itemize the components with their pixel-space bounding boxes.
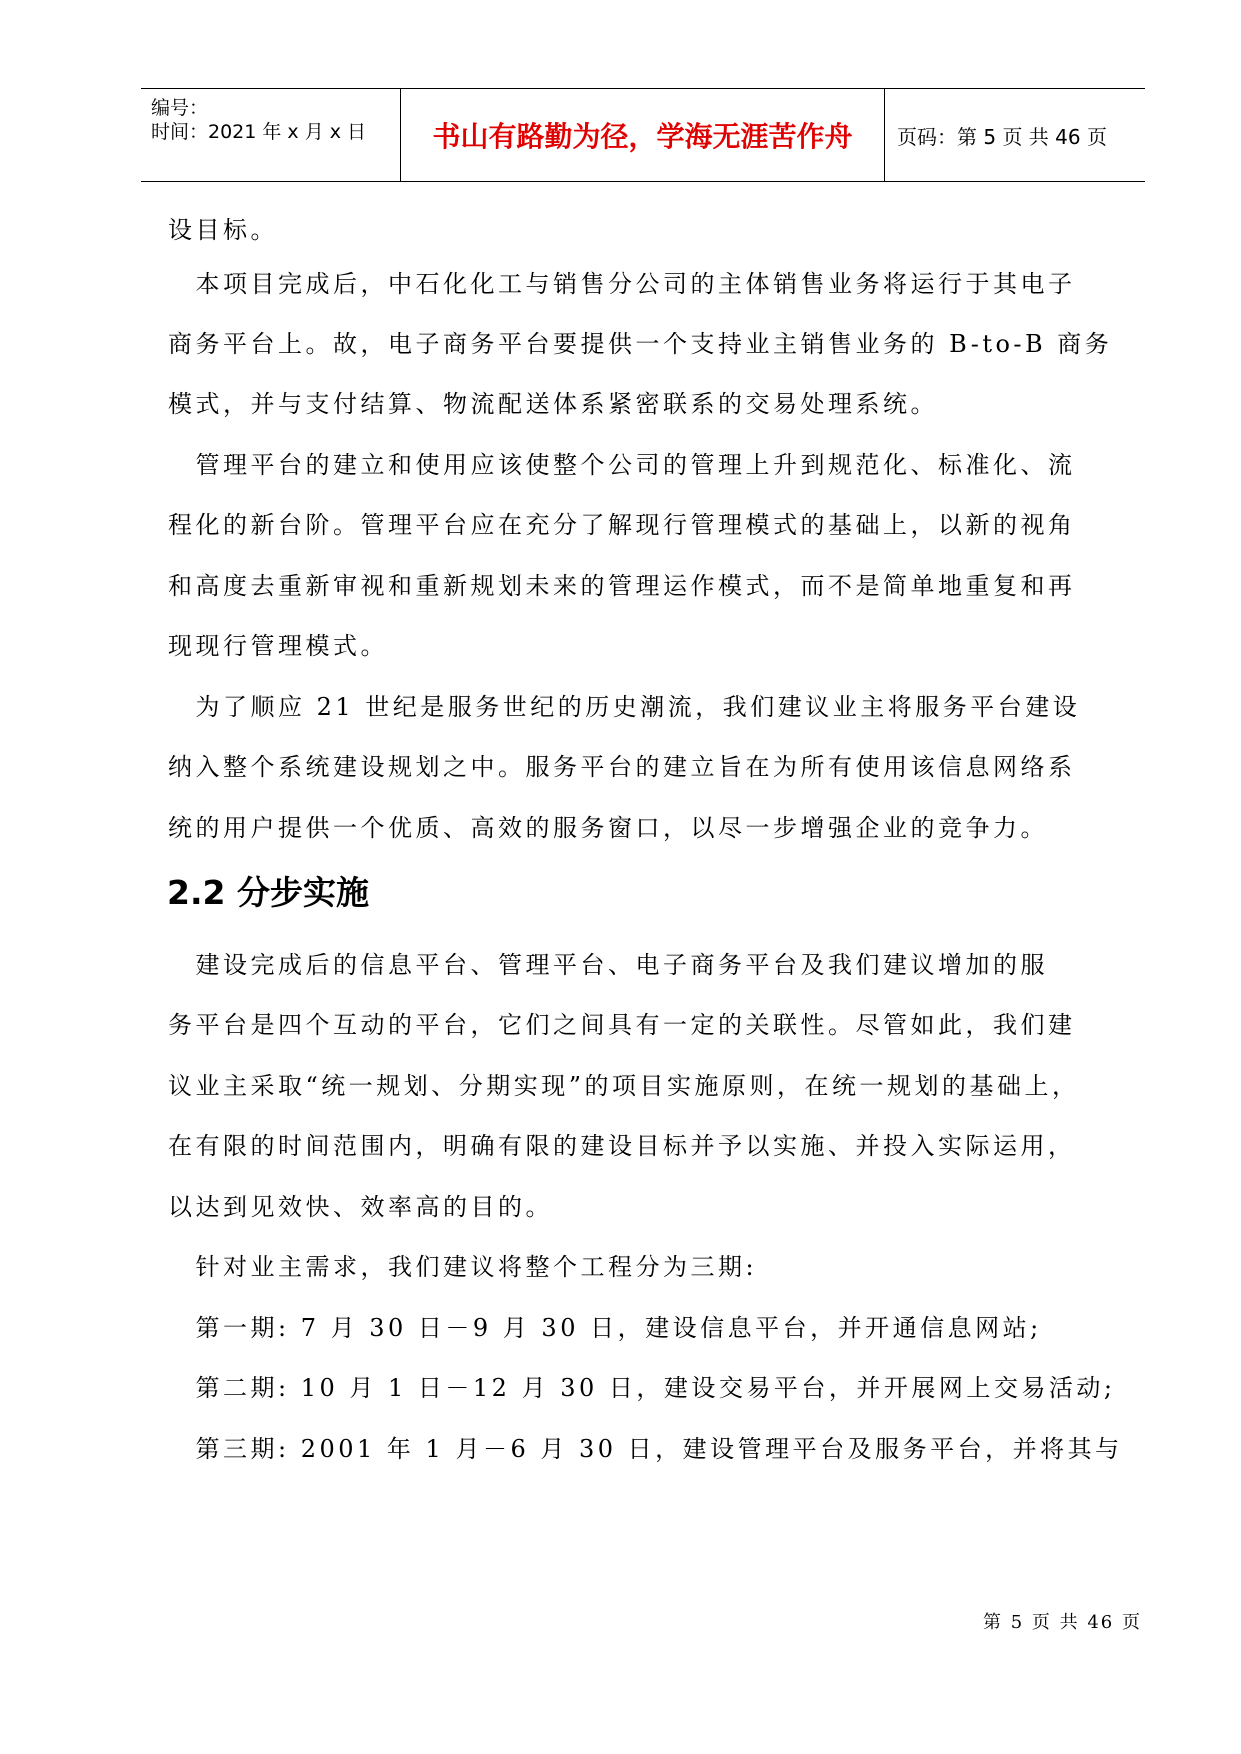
body-line: 纳入整个系统建设规划之中。服务平台的建立旨在为所有使用该信息网络系	[168, 753, 1076, 781]
body-line: 针对业主需求，我们建议将整个工程分为三期:	[168, 1253, 758, 1281]
body-line: 和高度去重新审视和重新规划未来的管理运作模式，而不是简单地重复和再	[168, 572, 1076, 600]
body-line: 现现行管理模式。	[168, 632, 388, 660]
body-line: 程化的新台阶。管理平台应在充分了解现行管理模式的基础上，以新的视角	[168, 511, 1076, 539]
section-heading: 2.2 分步实施	[167, 873, 369, 912]
document-time-label: 时间：2021 年 x 月 x 日	[151, 121, 367, 143]
body-line: 建设完成后的信息平台、管理平台、电子商务平台及我们建议增加的服	[168, 951, 1048, 979]
body-line: 议业主采取“统一规划、分期实现”的项目实施原则，在统一规划的基础上，	[168, 1072, 1080, 1100]
body-line: 第三期: 2001 年 1 月－6 月 30 日，建设管理平台及服务平台，并将其与	[168, 1435, 1123, 1463]
body-line: 管理平台的建立和使用应该使整个公司的管理上升到规范化、标准化、流	[168, 451, 1076, 479]
body-line: 统的用户提供一个优质、高效的服务窗口，以尽一步增强企业的竞争力。	[168, 814, 1048, 842]
header-page-info: 页码：第 5 页 共 46 页	[897, 124, 1107, 149]
body-line: 务平台是四个互动的平台，它们之间具有一定的关联性。尽管如此，我们建	[168, 1011, 1076, 1039]
body-line: 第一期: 7 月 30 日－9 月 30 日，建设信息平台，并开通信息网站;	[168, 1314, 1042, 1342]
body-line: 设目标。	[168, 216, 278, 244]
page-footer: 第 5 页 共 46 页	[983, 1612, 1142, 1633]
body-line: 为了顺应 21 世纪是服务世纪的历史潮流，我们建议业主将服务平台建设	[168, 693, 1081, 721]
body-line: 本项目完成后，中石化化工与销售分公司的主体销售业务将运行于其电子	[168, 270, 1076, 298]
page-header	[141, 88, 1145, 182]
body-line: 以达到见效快、效率高的目的。	[168, 1193, 553, 1221]
body-line: 在有限的时间范围内，明确有限的建设目标并予以实施、并投入实际运用，	[168, 1132, 1076, 1160]
body-line: 商务平台上。故，电子商务平台要提供一个支持业主销售业务的 B-to-B 商务	[168, 330, 1113, 358]
header-motto: 书山有路勤为径，学海无涯苦作舟	[401, 89, 885, 181]
body-line: 模式，并与支付结算、物流配送体系紧密联系的交易处理系统。	[168, 390, 938, 418]
document-number-label: 编号：	[151, 97, 209, 119]
body-line: 第二期: 10 月 1 日－12 月 30 日，建设交易平台，并开展网上交易活动;	[168, 1374, 1116, 1402]
header-meta-cell	[141, 89, 401, 181]
